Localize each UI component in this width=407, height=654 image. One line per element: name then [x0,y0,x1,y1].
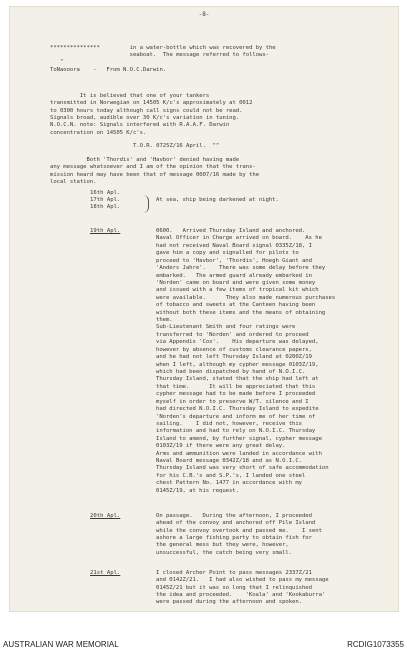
text-line: chest Pattern No. 1477 in accordance with my [156,480,302,487]
text-line: 0145Z/19, at his request. [156,487,239,494]
text-line: which had been dispatched by hand of N.O.I.C. [156,368,306,375]
text-line: It is believed that one of your tankers [50,93,210,99]
text-line: and issued with a few items of tropical kit which [156,287,319,294]
text-line: concentration on 14505 K/c's. [50,129,147,136]
text-line: ahead of the convoy and anchored off Pile Island [156,520,316,527]
text-line: had not received Naval Board signal 0335Z/18, I [156,242,312,249]
text-line: Naval Board message 0342Z/18 and as N.O.I.C. [156,458,302,465]
text-line: 17th Apl. [90,197,121,204]
text-line: cypher message had to be made before I proceeded [156,391,316,398]
text-line: the general mess but they were, however, [156,542,289,549]
text-line: unsuccessful, the catch being very small. [156,549,293,556]
text-line: Signals broad, audible over 30 K/c's variation in tuning. [50,114,240,121]
entry-21-date: 21st Apl. [90,570,121,576]
text-line: when I left, although my cypher message 0103Z/19, [156,361,319,368]
text-line: for his C.B.'s and S.P.'s, I landed one steel [156,472,306,479]
text-line: via Appendix 'Cox'. His departure was delayed, [156,339,319,346]
text-line: local station. [50,179,97,186]
text-line: mission heard may have been that of message 0007/16 made by the [50,171,260,178]
text-line: embarked. The armed guard already embarked in [156,272,312,279]
text-line: *************** in a water-bottle which was recovered by the [50,45,276,51]
text-line: N.O.C.N. note: Signals interfered with R.A.A.F. Darwin [50,122,230,129]
text-line: Naval Officer in Charge arrived on board. As he [156,235,322,242]
document-page [9,6,399,612]
time-of-receipt: T.O.R. 0725Z/16 April. "" [50,143,220,149]
text-line: of tobacco and sweets at the Canteen having been [156,302,316,309]
entry-19-date: 19th Apl. [90,228,121,234]
text-line: however by absence of customs clearance papers, [156,346,312,353]
text-line: any message whatsoever and I am of the opinion that the trans- [50,164,256,171]
text-line: 'Norden' came on board and were given some money [156,279,316,286]
text-line: On passage. During the afternoon, I proceeded [156,513,312,519]
text-line: 0600. Arrived Thursday Island and anchored. [156,228,306,234]
text-line: 'Norden's departure and inform me of her time of [156,413,316,420]
text-line: them. [156,317,173,324]
text-line: 0145Z/21 but it was so long that I relinquished [156,584,312,591]
text-line: transmitted in Norwegian on 14505 K/c's approximately at 0012 [50,100,253,107]
text-line: myself in order to preserve W/T. silence and I [156,398,309,405]
text-line: were available. They also made numerous purchases [156,294,336,301]
text-line: 'Anders Jahre'. There was some delay before they [156,265,326,272]
text-line: Arms and ammunition were landed in accordance with [156,450,322,457]
entry-20-date: 20th Apl. [90,513,121,519]
text-line: 16th Apl. [90,190,121,196]
text-line: while the convoy overtook and passed me. I sent [156,527,322,534]
text-line: the idea and proceeded. 'Koala' and 'Kookaburra' [156,591,326,598]
text-line: information and had to rely on N.O.I.C. Thursday [156,428,316,435]
text-line: transferred to 'Norden' and ordered to proceed [156,331,309,338]
text-line: were passed during the afternoon and spoken. [156,599,302,606]
footer-record-id: RCDIG1073355 [347,640,404,649]
footer-archive-name: AUSTRALIAN WAR MEMORIAL [3,640,119,649]
text-line: Both 'Thordis' and 'Havbor' denied having made [50,157,240,163]
text-line: had directed N.O.I.C. Thursday Island to expedite [156,406,319,413]
text-line: Thursday Island was very short of safe accommodation [156,465,329,472]
text-line: and 0142Z/21. I had also wished to pass my message [156,577,329,584]
text-line: " [50,59,64,66]
text-line: Thursday Island, stated that the ship had left at [156,376,319,383]
at-sea-text: At sea, ship being darkened at night. [156,197,279,203]
text-line: ashore a large fishing party to obtain fish for [156,534,312,541]
text-line: Island to amend, by further signal, cypher message [156,435,322,442]
date-brace [143,195,149,213]
text-line: gave him a copy and signalled for pilots to [156,250,299,257]
text-line: 0103Z/19 if there were any great delay. [156,443,286,450]
text-line: seaboat. The message referred to follows- [50,52,269,59]
text-line: to 0300 hours today although call signs could not be read. [50,107,243,114]
text-line: 18th Apl. [90,204,121,211]
text-line: without both these items and the means of obtaining [156,309,326,316]
text-line: sailing. I did not, however, receive this [156,420,302,427]
text-line: proceed to 'Havbor', 'Thordis', Hoegh Giant and [156,257,312,264]
text-line: that time. It will be appreciated that this [156,383,316,390]
text-line: and he had not left Thursday Island at 0200Z/19 [156,354,312,361]
page-number: -8- [198,11,210,18]
text-line: Sub-Lieutenant Smith and four ratings were [156,324,296,331]
text-line: ToNaooora - From N.O.C.Darwin. [50,66,167,73]
text-line: I closed Archer Point to pass messages 2337Z/21 [156,570,312,576]
